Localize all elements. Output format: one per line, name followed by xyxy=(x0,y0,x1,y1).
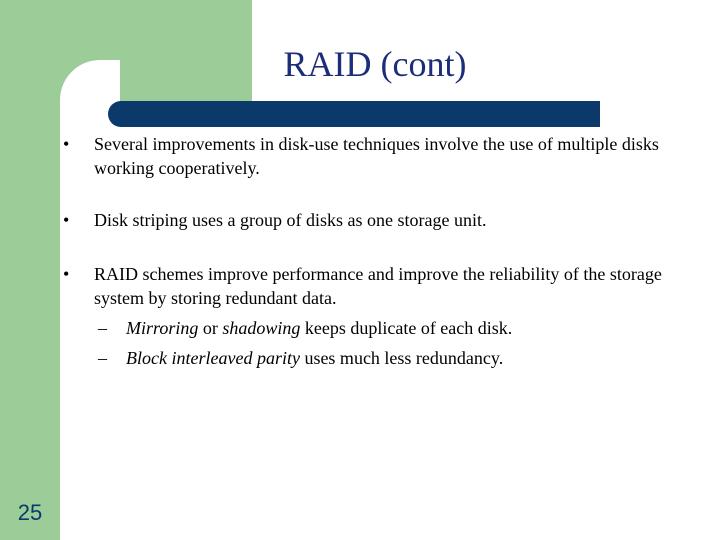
bullet-text: Several improvements in disk-use techniques involve the use of multiple disks working cooperatively. xyxy=(94,134,659,178)
bullet-text: Disk striping uses a group of disks as one storage unit. xyxy=(94,210,487,230)
bullet-marker: • xyxy=(63,134,70,154)
sub-bullet-marker: – xyxy=(98,318,107,338)
top-green-block xyxy=(0,0,252,102)
slide-title: RAID (cont) xyxy=(283,44,467,84)
sub-bullet-text: Mirroring or shadowing keeps duplicate of each disk. xyxy=(126,318,513,338)
title-rule-bar xyxy=(108,101,600,127)
bullet-marker: • xyxy=(63,264,70,284)
sub-bullet-text: Block interleaved parity uses much less redundancy. xyxy=(126,348,504,368)
bullet-marker: • xyxy=(63,210,70,230)
slide-number: 25 xyxy=(17,500,43,525)
sub-bullet-marker: – xyxy=(98,348,107,368)
bullet-text: RAID schemes improve performance and improve the reliability of the storage system by storing redundant data. xyxy=(94,264,662,308)
